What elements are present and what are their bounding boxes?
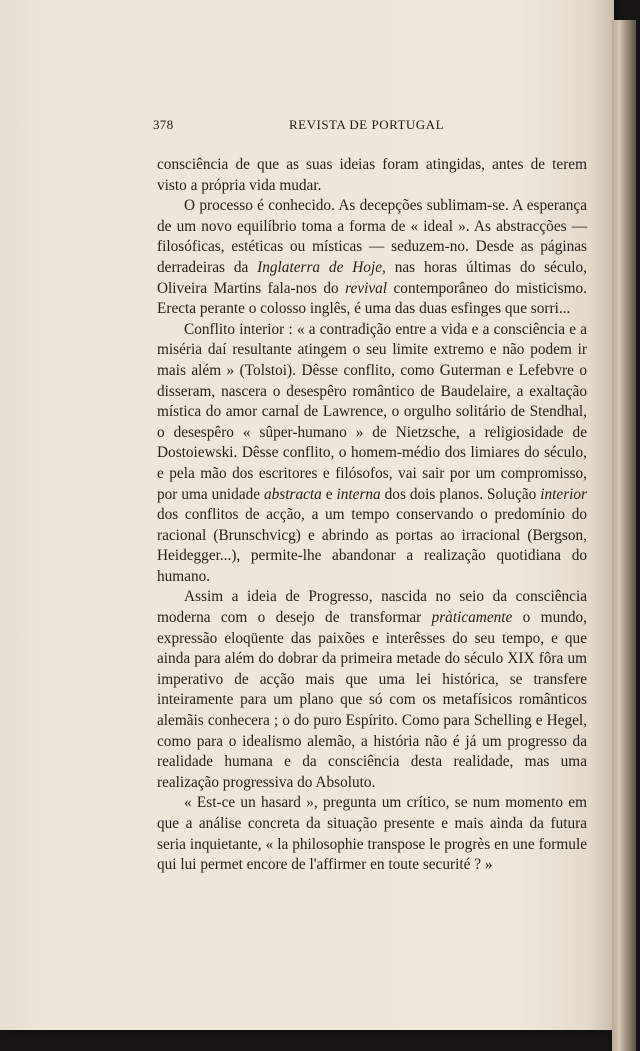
page-edge (612, 20, 636, 1051)
emphasis: abstracta (264, 485, 322, 503)
paragraph-5: « Est-ce un hasard », pregunta um crítico, se num momento em que a análise concreta da situação presente e mais ainda da futura seria inquietante, « la philosophie transpose le progrès en une formule qui lui permet encore de l'affirmer en toute securité ? » (157, 794, 587, 874)
emphasis: Inglaterra de Hoje, (257, 258, 386, 276)
page-number: 378 (153, 117, 174, 132)
running-head: REVISTA DE PORTUGAL (289, 117, 445, 132)
paragraph-1: consciência de que as suas ideias foram atingidas, antes de terem visto a própria vida mudar. (157, 156, 587, 194)
paragraph-3: Conflito interior : « a contradição entre a vida e a consciência e a miséria daí resultante atingem o seu limite extremo e não podem ir mais além » (Tolstoi). Dêsse conflito, como Guterman e Lefebvre o disseram, nascera o desespêro romântico de Baudelaire, a exaltação mística do amor carnal de Lawrence, o orgulho solitário de Stendhal, o desespêro « sûper-humano » de Nietzsche, a religiosidade de Dostoiewski. Dêsse conflito, o homem-médio dos limiares do século, e pela mão dos escritores e filósofos, vai sair por um compromisso, por uma unidade abstracta e interna dos dois planos. Solução interior dos conflitos de acção, a um tempo conservando o predomínio do racional (Brunschvicg) e abrindo as portas ao irracional (Bergson, Heidegger...), permite-lhe abandonar a realização quotidiana do humano. (157, 320, 587, 585)
emphasis: interna (336, 485, 381, 503)
emphasis: revival (345, 279, 388, 297)
paragraph-2: O processo é conhecido. As decepções sublimam-se. A esperança de um novo equilíbrio toma a forma de « ideal ». As abstracções — filosóficas, estéticas ou místicas — seduzem-no. Desde as páginas derradeiras da Inglaterra de Hoje, nas horas últimas do século, Oliveira Martins fala-nos do revival contemporâneo do misticismo. Erecta perante o colosso inglês, é uma das duas esfinges que sorri... (157, 197, 588, 318)
emphasis: pràticamente (431, 609, 513, 627)
body-text (157, 155, 587, 876)
paragraph-4: Assim a ideia de Progresso, nascida no seio da consciência moderna com o desejo de transformar pràticamente o mundo, expressão eloqüente das paixões e interêsses do seu tempo, e que ainda para além do dobrar da primeira metade do século XIX fôra um imperativo de acção mais que uma lei histórica, se transfere inteiramente para um plano que só com os metafísicos românticos alemãis conhecera ; o do puro Espírito. Como para Schelling e Hegel, como para o idealismo alemão, a história não é já um progresso da realidade humana e da consciência desta realidade, mas uma realização progressiva do Absoluto. (157, 588, 587, 791)
page-header (153, 117, 589, 137)
emphasis: interior (540, 485, 587, 503)
